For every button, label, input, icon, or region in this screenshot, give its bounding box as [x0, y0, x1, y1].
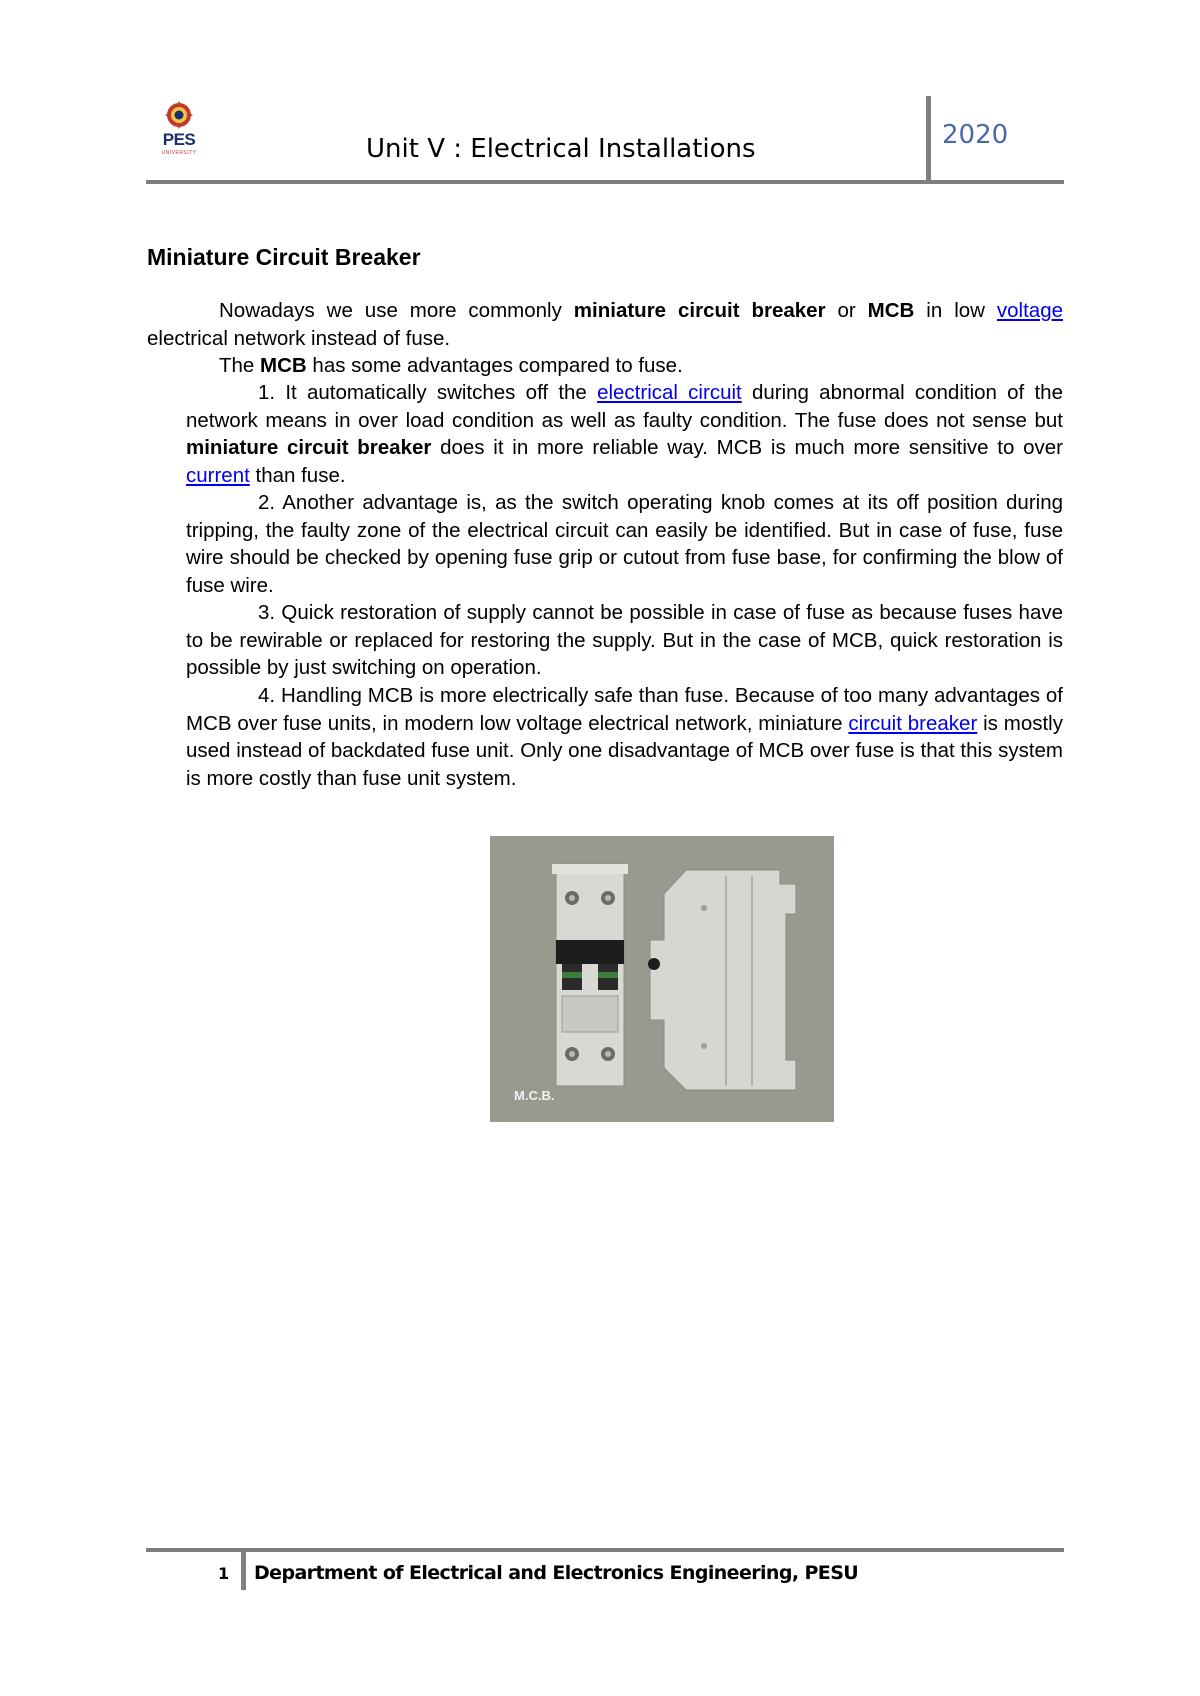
adv-text-1: The: [219, 354, 261, 377]
logo-text: PES: [162, 130, 196, 149]
photo-label: M.C.B.: [514, 1088, 555, 1103]
item4-text-2: is mostly used instead of backdated fuse unit. Only one disadvantage of MCB over fuse is that this system is more costly than fuse unit system.: [186, 711, 1063, 790]
item4-text-1: 4. Handling MCB is more electrically safe than fuse. Because of too many advantages of MCB over fuse units, in modern low voltage electrical network, miniature: [186, 684, 1063, 735]
footer-rule: [146, 1548, 1064, 1552]
advantages-intro: [219, 352, 1063, 380]
link-electrical-circuit[interactable]: electrical circuit: [597, 381, 742, 404]
link-circuit-breaker[interactable]: circuit breaker: [848, 711, 978, 735]
header-divider: [926, 96, 931, 182]
adv-text-2: has some advantages compared to fuse.: [306, 354, 683, 377]
item1-text-2: during abnormal condition of the network means in over load condition as well as faulty condition. The fuse does not sense but: [186, 381, 1063, 432]
footer-divider: [241, 1548, 246, 1590]
logo-emblem-icon: [150, 100, 208, 134]
intro-text-2: or: [825, 299, 868, 322]
section-heading: Miniature Circuit Breaker: [147, 244, 421, 270]
page-number: 1: [218, 1564, 230, 1583]
header-year: 2020: [942, 120, 1009, 150]
mcb-illustration: [490, 836, 834, 1122]
item3-text: 3. Quick restoration of supply cannot be possible in case of fuse as because fuses have to be rewirable or replaced for restoring the supply. But in the case of MCB, quick restoration is possible by just switching on operation.: [186, 601, 1063, 679]
list-item-1: [186, 379, 1063, 489]
pes-logo: [150, 100, 208, 162]
adv-bold-1: MCB: [260, 354, 307, 377]
item2-text: 2. Another advantage is, as the switch operating knob comes at its off position during tripping, the faulty zone of the electrical circuit can easily be identified. But in case of fuse, fuse wire should be checked by opening fuse grip or cutout from fuse base, for confirming the blow of fuse wire.: [186, 491, 1063, 597]
item1-text-1: 1. It automatically switches off the: [258, 381, 598, 404]
intro-text-3: in low: [914, 299, 985, 322]
intro-bold-2: MCB: [867, 299, 915, 322]
logo-subtext: UNIVERSITY: [161, 150, 197, 156]
mcb-photo: [490, 836, 834, 1122]
intro-text-4: electrical network instead of fuse.: [147, 326, 451, 350]
list-item-4: [186, 682, 1063, 792]
item1-bold-1: miniature circuit breaker: [186, 436, 432, 459]
page-title: Unit V : Electrical Installations: [366, 134, 756, 164]
list-item-3: [186, 599, 1063, 682]
footer-department: Department of Electrical and Electronics Engineering, PESU: [254, 1562, 859, 1584]
list-item-2: [186, 489, 1063, 599]
item1-text-4: than fuse.: [249, 463, 346, 487]
intro-text-1: Nowadays we use more commonly: [219, 299, 574, 322]
link-current[interactable]: current: [186, 463, 250, 487]
item1-text-3: does it in more reliable way. MCB is much more sensitive to over: [431, 436, 1063, 459]
header-rule: [146, 180, 1064, 184]
intro-bold-1: miniature circuit breaker: [573, 299, 826, 322]
link-voltage[interactable]: voltage: [996, 299, 1064, 322]
intro-paragraph: [147, 297, 1063, 352]
